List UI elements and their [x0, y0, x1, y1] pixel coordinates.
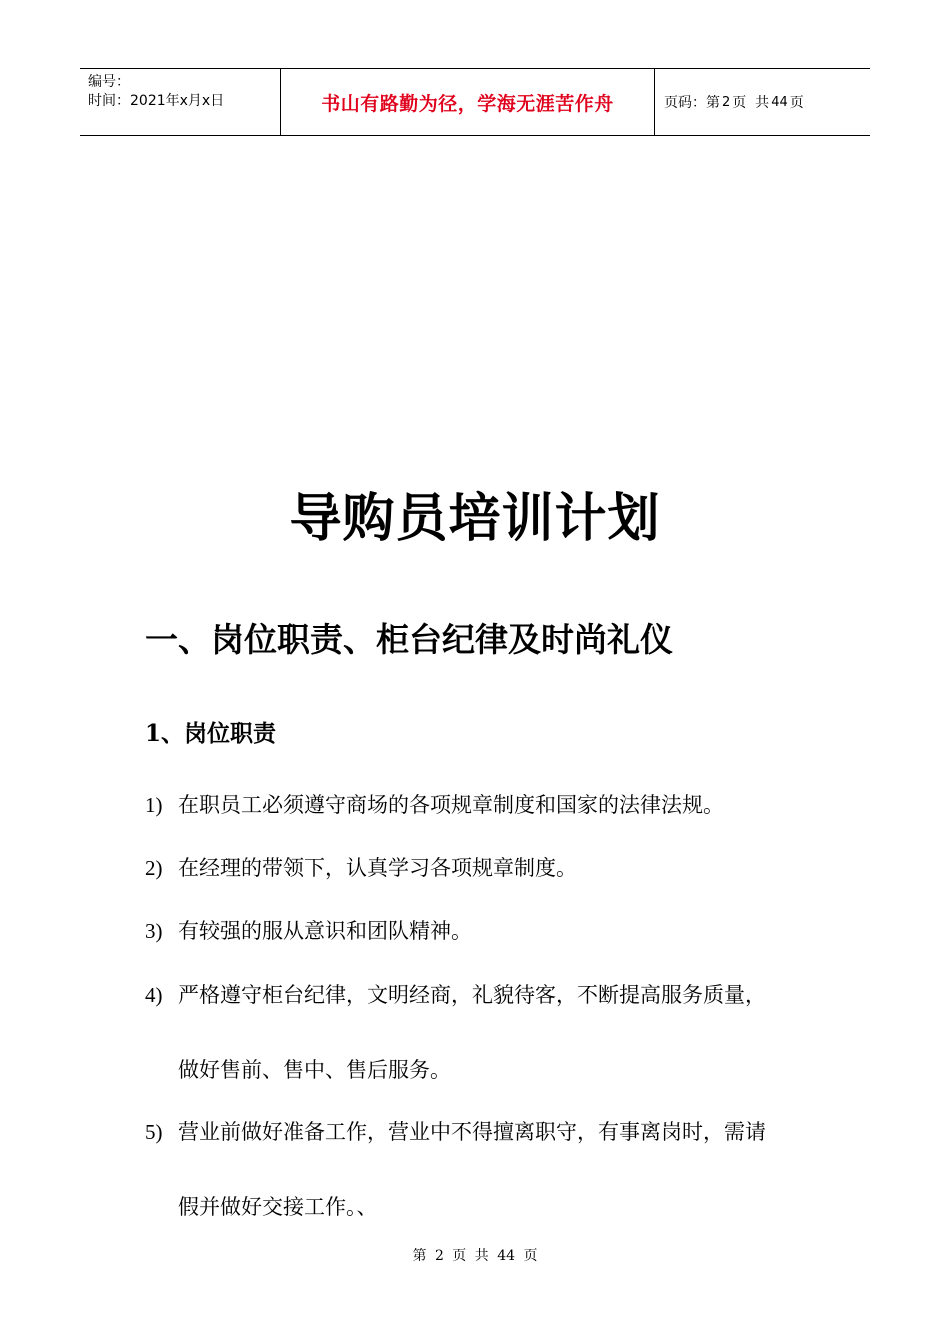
header-motto: 书山有路勤为径，学海无涯苦作舟: [321, 92, 614, 115]
list-item-number: 1): [145, 793, 163, 817]
document-title: 导购员培训计划: [289, 489, 661, 549]
page-suffix: 页: [789, 95, 804, 111]
header-motto-cell: [281, 69, 655, 135]
list-item-text: 有较强的服从意识和团队精神。: [178, 919, 472, 943]
list-item-continuation: 做好售前、售中、售后服务。: [178, 1058, 451, 1082]
list-item: [145, 980, 845, 1010]
list-item-number: 3): [145, 919, 163, 943]
page-prefix: 页码：第: [664, 95, 720, 111]
list-item-number: 5): [145, 1120, 163, 1144]
page-footer: 第 2 页 共 44 页: [412, 1248, 538, 1264]
page-total: 44: [771, 94, 788, 110]
list-item-text: 营业前做好准备工作，营业中不得擅离职守，有事离岗时，需请: [178, 1120, 766, 1144]
header-info-cell: [80, 69, 281, 135]
list-item-number: 4): [145, 983, 163, 1007]
page-current: 2: [722, 94, 731, 110]
document-time-label: 时间：2021年x月x日: [88, 93, 225, 109]
page-header: [80, 68, 870, 136]
list-item: [145, 1117, 845, 1147]
list-item-text: 在经理的带领下，认真学习各项规章制度。: [178, 856, 577, 880]
list-item-continuation: 假并做好交接工作。、: [178, 1195, 378, 1219]
page-middle: 页 共: [732, 95, 770, 111]
subsection-title: 1、岗位职责: [145, 720, 277, 747]
document-number-label: 编号：: [88, 74, 130, 90]
list-item-text: 在职员工必须遵守商场的各项规章制度和国家的法律法规。: [178, 793, 724, 817]
list-item-number: 2): [145, 856, 163, 880]
list-item: [145, 916, 845, 946]
header-page-cell: [655, 69, 870, 135]
list-item: [145, 853, 845, 883]
list-item: [145, 790, 845, 820]
section-title: 一、岗位职责、柜台纪律及时尚礼仪: [145, 620, 673, 659]
list-item-text: 严格遵守柜台纪律，文明经商，礼貌待客，不断提高服务质量，: [178, 983, 766, 1007]
